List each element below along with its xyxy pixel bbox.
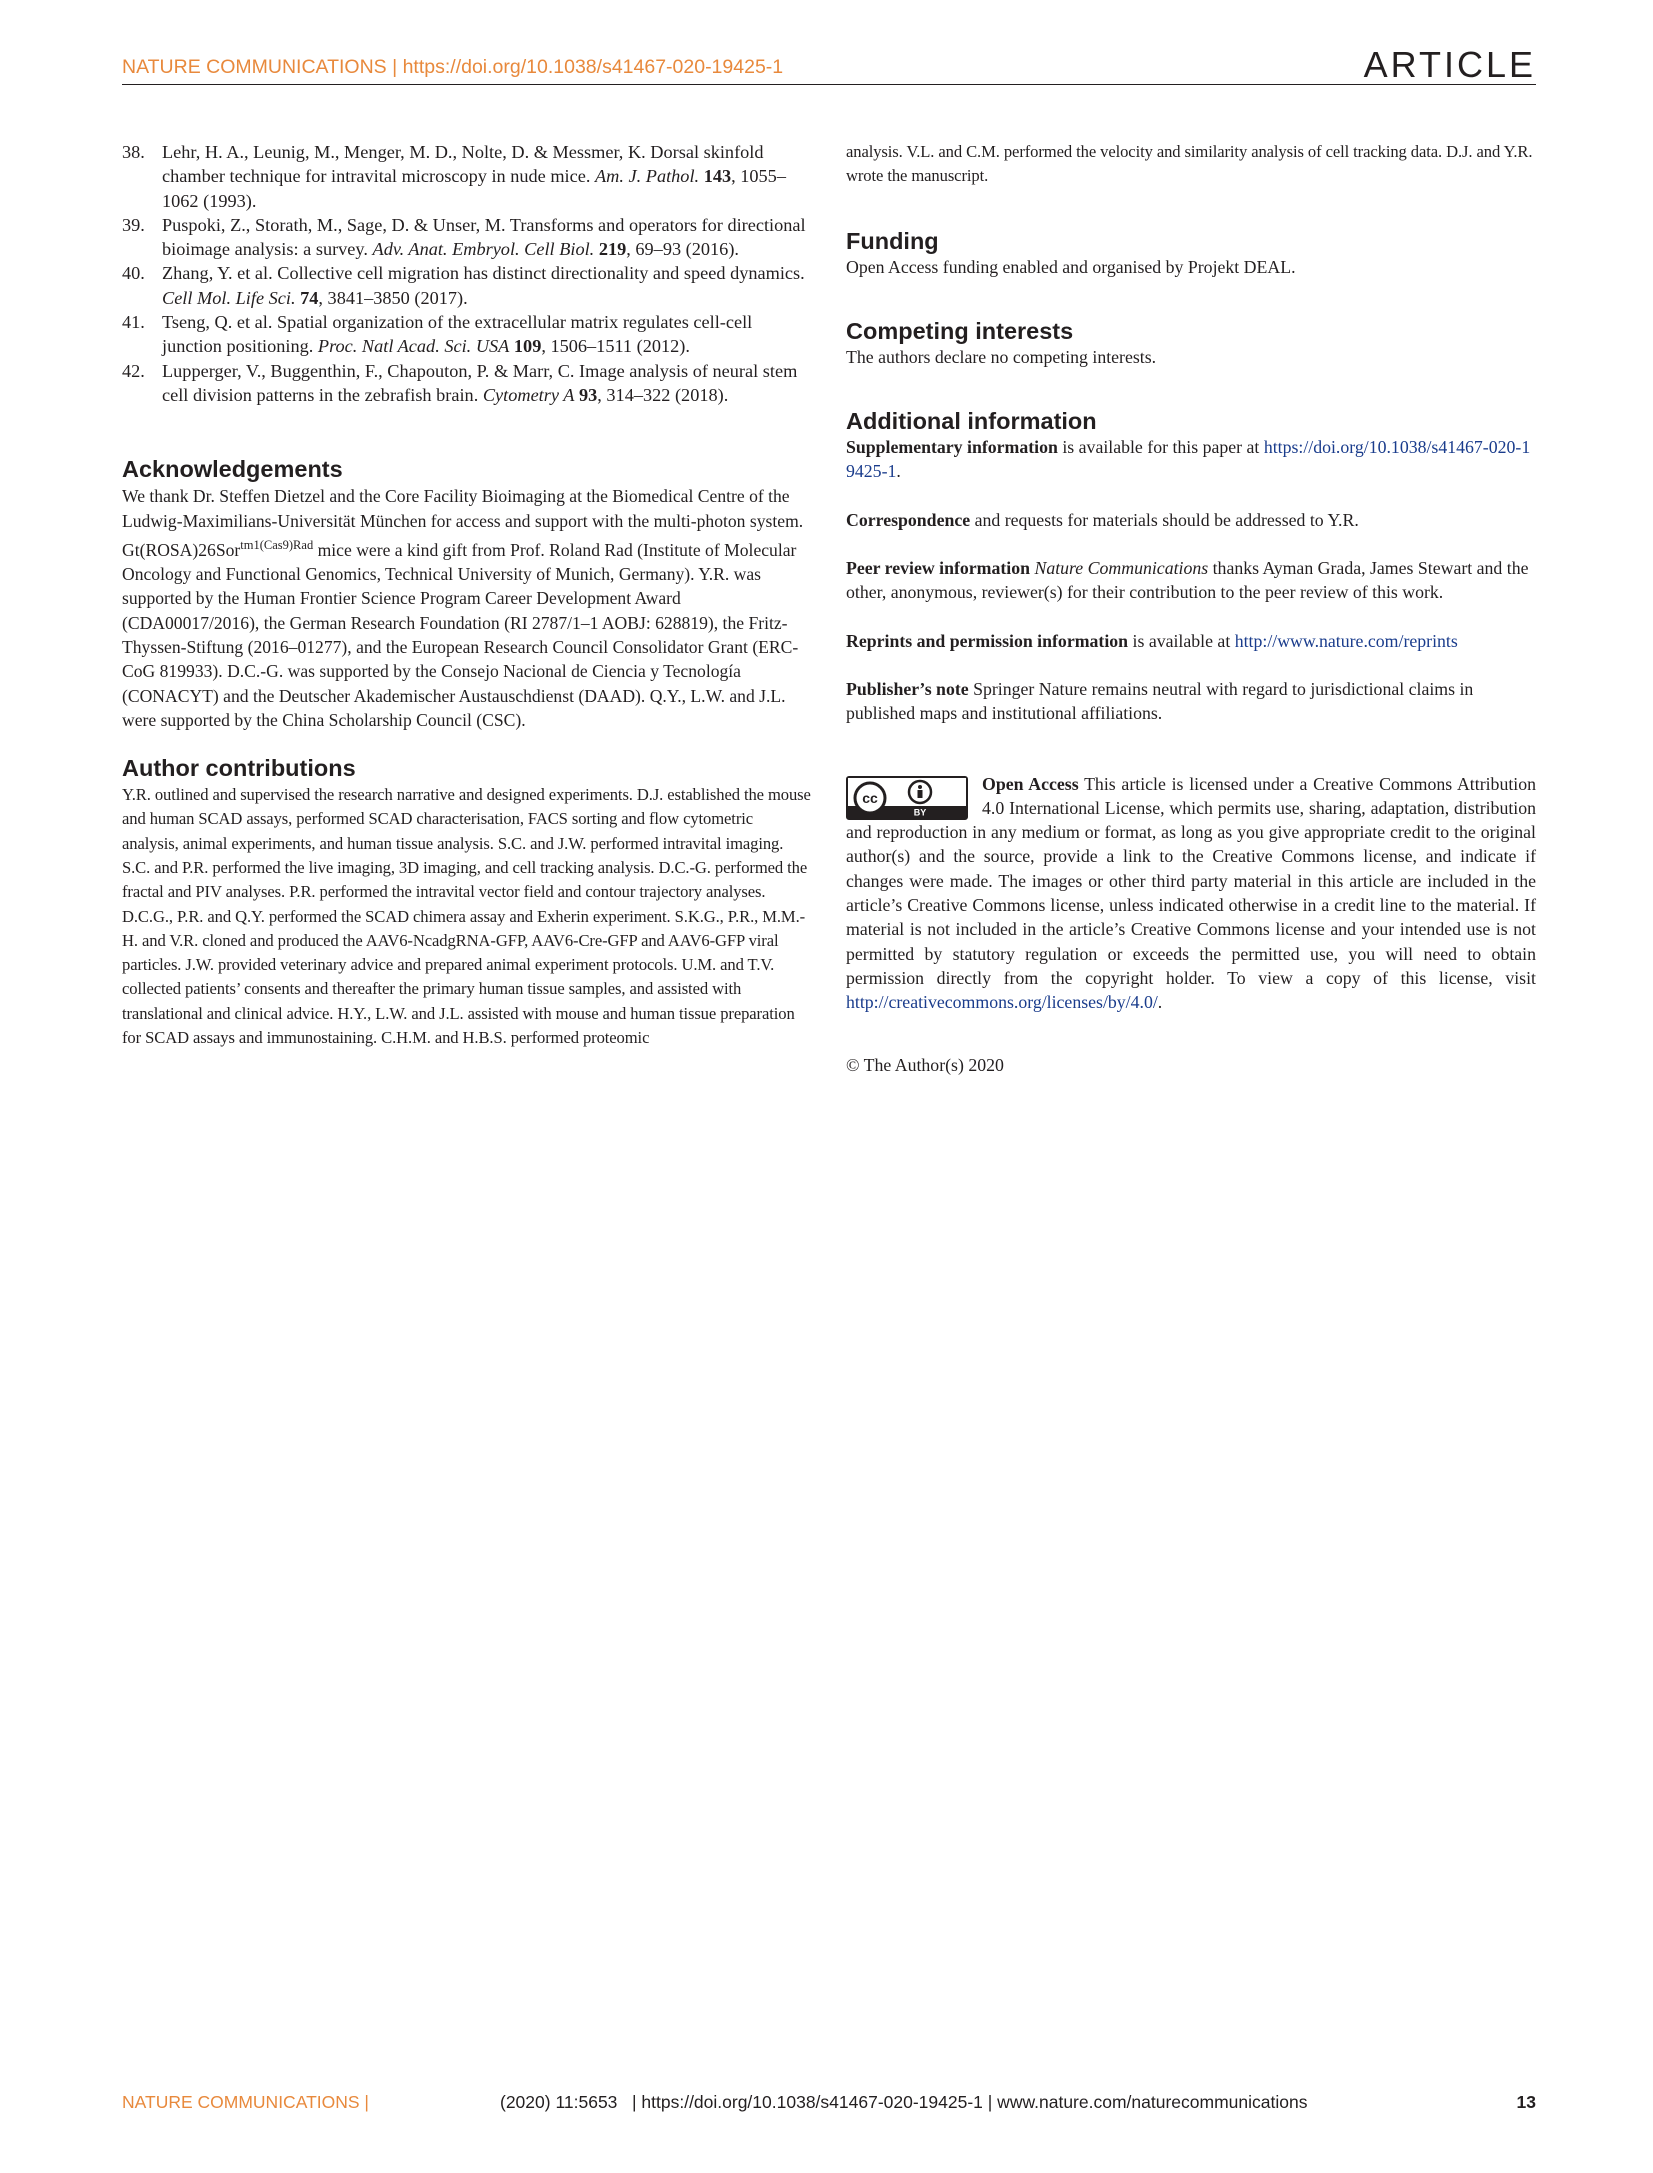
reference-journal: Am. J. Pathol.: [595, 166, 700, 187]
reference-pages: , 3841–3850 (2017).: [318, 287, 468, 308]
publishers-note-label: Publisher’s note: [846, 678, 969, 699]
reference-volume: 109: [513, 336, 542, 357]
acknowledgements-text-a: We thank Dr. Steffen Dietzel and the Core Facility Bioimaging at the Biomedical Centre of the Ludwig-Maximilians-Universität München for access and support with the multi-photon system. Gt(ROSA)26Sor: [122, 486, 804, 560]
svg-text:BY: BY: [913, 807, 927, 818]
acknowledgements-text: [122, 484, 812, 732]
reference-volume: 143: [703, 166, 732, 187]
correspondence-text: and requests for materials should be addressed to Y.R.: [970, 509, 1359, 530]
footer-citation[interactable]: (2020) 11:5653 | https://doi.org/10.1038/s41467-020-19425-1 | www.nature.com/naturecommunications: [500, 2092, 1308, 2112]
acknowledgements-text-b: mice were a kind gift from Prof. Roland Rad (Institute of Molecular Oncology and Functional Genomics, Technical University of Munich, Germany). Y.R. was supported by the Human Frontier Science Program Career Development Award (CDA00017/2016), the German Research Foundation (RI 2787/1–1 AOBJ: 628819), the Fritz-Thyssen-Stiftung (2016–01277), and the European Research Council Consolidator Grant (ERC-CoG 819933). D.C.-G. was supported by the Consejo Nacional de Ciencia y Tecnología (CONACYT) and the Deutscher Akademischer Austauschdienst (DAAD). Q.Y., L.W. and J.L. were supported by the China Scholarship Council (CSC).: [122, 539, 799, 730]
funding-heading: Funding: [846, 227, 939, 254]
right-column: [846, 140, 1536, 1077]
reference-volume: 219: [598, 239, 627, 260]
article-type-label: ARTICLE: [1363, 44, 1536, 85]
reference-item: [122, 140, 812, 213]
left-column: [122, 140, 812, 1050]
peer-review-information: [846, 556, 1536, 605]
reference-pages: , 1055–1062 (1993).: [162, 166, 786, 211]
reference-text: Lehr, H. A., Leunig, M., Menger, M. D., Nolte, D. & Messmer, K. Dorsal skinfold chamber technique for intravital microscopy in nude mice.: [162, 142, 764, 187]
copyright-notice: © The Author(s) 2020: [846, 1054, 1004, 1075]
author-contributions-text: Y.R. outlined and supervised the research narrative and designed experiments. D.J. established the mouse and human SCAD assays, performed SCAD characterisation, FACS sorting and flow cytometric analysis, animal experiments, and human tissue analysis. S.C. and J.W. performed intravital imaging. S.C. and P.R. performed the live imaging, 3D imaging, and cell tracking analysis. D.C.-G. performed the fractal and PIV analyses. P.R. performed the intravital vector field and contour trajectory analyses. D.C.G., P.R. and Q.Y. performed the SCAD chimera assay and Exherin experiment. S.K.G., P.R., M.M.-H. and V.R. cloned and produced the AAV6-NcadgRNA-GFP, AAV6-Cre-GFP and AAV6-GFP viral particles. J.W. provided veterinary advice and prepared animal experiment protocols. U.M. and T.V. collected patients’ consents and thereafter the primary human tissue samples, and assisted with translational and clinical advice. H.Y., L.W. and J.L. assisted with mouse and human tissue preparation for SCAD assays and immunostaining. C.H.M. and H.B.S. performed proteomic: [122, 785, 811, 1048]
cc-by-icon[interactable]: [846, 776, 968, 820]
correspondence-label: Correspondence: [846, 509, 971, 530]
competing-interests-text: The authors declare no competing interests.: [846, 346, 1157, 367]
reference-number: 39.: [122, 214, 145, 235]
reference-text: Puspoki, Z., Storath, M., Sage, D. & Unser, M. Transforms and operators for directional bioimage analysis: a survey.: [162, 214, 806, 260]
running-head: [122, 44, 1536, 85]
page-footer: [122, 2092, 1536, 2122]
competing-interests-heading: Competing interests: [846, 317, 1074, 344]
reference-item: [122, 213, 812, 262]
reference-text: Tseng, Q. et al. Spatial organization of the extracellular matrix regulates cell-cell junction positioning.: [162, 312, 753, 357]
author-contributions-continuation: analysis. V.L. and C.M. performed the velocity and similarity analysis of cell tracking data. D.J. and Y.R. wrote the manuscript.: [846, 142, 1533, 186]
reference-journal: Adv. Anat. Embryol. Cell Biol.: [372, 239, 595, 260]
reference-number: 38.: [122, 142, 145, 162]
reference-pages: , 314–322 (2018).: [597, 384, 729, 405]
reference-journal: Proc. Natl Acad. Sci. USA: [317, 336, 510, 357]
reference-list: [122, 140, 812, 407]
reference-item: [122, 261, 812, 310]
license-link[interactable]: http://creativecommons.org/licenses/by/4.0/: [846, 992, 1158, 1013]
footer-journal: NATURE COMMUNICATIONS |: [122, 2092, 369, 2112]
cc-by-icon-graphic: [848, 778, 966, 818]
acknowledgements-superscript: tm1(Cas9)Rad: [240, 537, 314, 552]
page-number: 13: [1516, 2092, 1536, 2112]
supplementary-label: Supplementary information: [846, 437, 1058, 458]
publishers-note-text: Springer Nature remains neutral with regard to jurisdictional claims in published maps and institutional affiliations.: [846, 678, 1474, 724]
reference-pages: , 1506–1511 (2012).: [541, 336, 690, 357]
running-head-journal-doi[interactable]: NATURE COMMUNICATIONS | https://doi.org/10.1038/s41467-020-19425-1: [122, 56, 784, 78]
reference-text: Zhang, Y. et al. Collective cell migration has distinct directionality and speed dynamics.: [162, 263, 805, 284]
correspondence: [846, 508, 1536, 532]
supplementary-text: is available for this paper at: [1057, 437, 1264, 458]
open-access-license-text: This article is licensed under a Creative Commons Attribution 4.0 International License, which permits use, sharing, adaptation, distribution and reproduction in any medium or format, as long as you give appropriate credit to the original author(s) and the source, provide a link to the Creative Commons license, and indicate if changes were made. The images or other third party material in this article are included in the article’s Creative Commons license, unless indicated otherwise in a credit line to the material. If material is not included in the article’s Creative Commons license and your intended use is not permitted by statutory regulation or exceeds the permitted use, you will need to obtain permission directly from the copyright holder. To view a copy of this license, visit: [846, 773, 1536, 988]
supplementary-end: .: [896, 461, 901, 482]
reprints-label: Reprints and permission information: [846, 630, 1129, 651]
reference-journal: Cell Mol. Life Sci.: [162, 287, 296, 308]
reference-volume: 74: [300, 287, 319, 308]
reference-number: 41.: [122, 312, 145, 333]
supplementary-information: [846, 435, 1536, 484]
additional-information-heading: Additional information: [846, 408, 1097, 435]
reference-pages: , 69–93 (2016).: [626, 239, 739, 260]
reference-number: 42.: [122, 360, 145, 381]
reference-number: 40.: [122, 263, 145, 284]
reprints-link[interactable]: http://www.nature.com/reprints: [1234, 630, 1458, 651]
reference-volume: 93: [578, 384, 598, 405]
peer-review-journal: Nature Communications: [1034, 558, 1209, 579]
peer-review-label: Peer review information: [846, 558, 1031, 579]
reference-text: Lupperger, V., Buggenthin, F., Chapouton, P. & Marr, C. Image analysis of neural stem cell division patterns in the zebrafish brain.: [162, 360, 798, 405]
reference-item: [122, 310, 812, 359]
publishers-note: [846, 677, 1536, 726]
open-access-block: [846, 772, 1536, 1015]
reprints-text: is available at: [1128, 630, 1235, 651]
peer-review-text: thanks Ayman Grada, James Stewart and the other, anonymous, reviewer(s) for their contribution to the peer review of this work.: [846, 558, 1529, 603]
reprints-information: [846, 629, 1536, 653]
funding-text: Open Access funding enabled and organised by Projekt DEAL.: [846, 256, 1296, 277]
author-contributions-heading: Author contributions: [122, 755, 356, 782]
reference-item: [122, 359, 812, 408]
acknowledgements-heading: Acknowledgements: [122, 456, 343, 483]
svg-text:cc: cc: [862, 789, 878, 806]
supplementary-link[interactable]: https://doi.org/10.1038/s41467-020-19425-1: [846, 437, 1531, 482]
open-access-label: Open Access: [982, 773, 1079, 794]
reference-journal: Cytometry A: [482, 384, 575, 405]
open-access-end: .: [1157, 992, 1163, 1013]
